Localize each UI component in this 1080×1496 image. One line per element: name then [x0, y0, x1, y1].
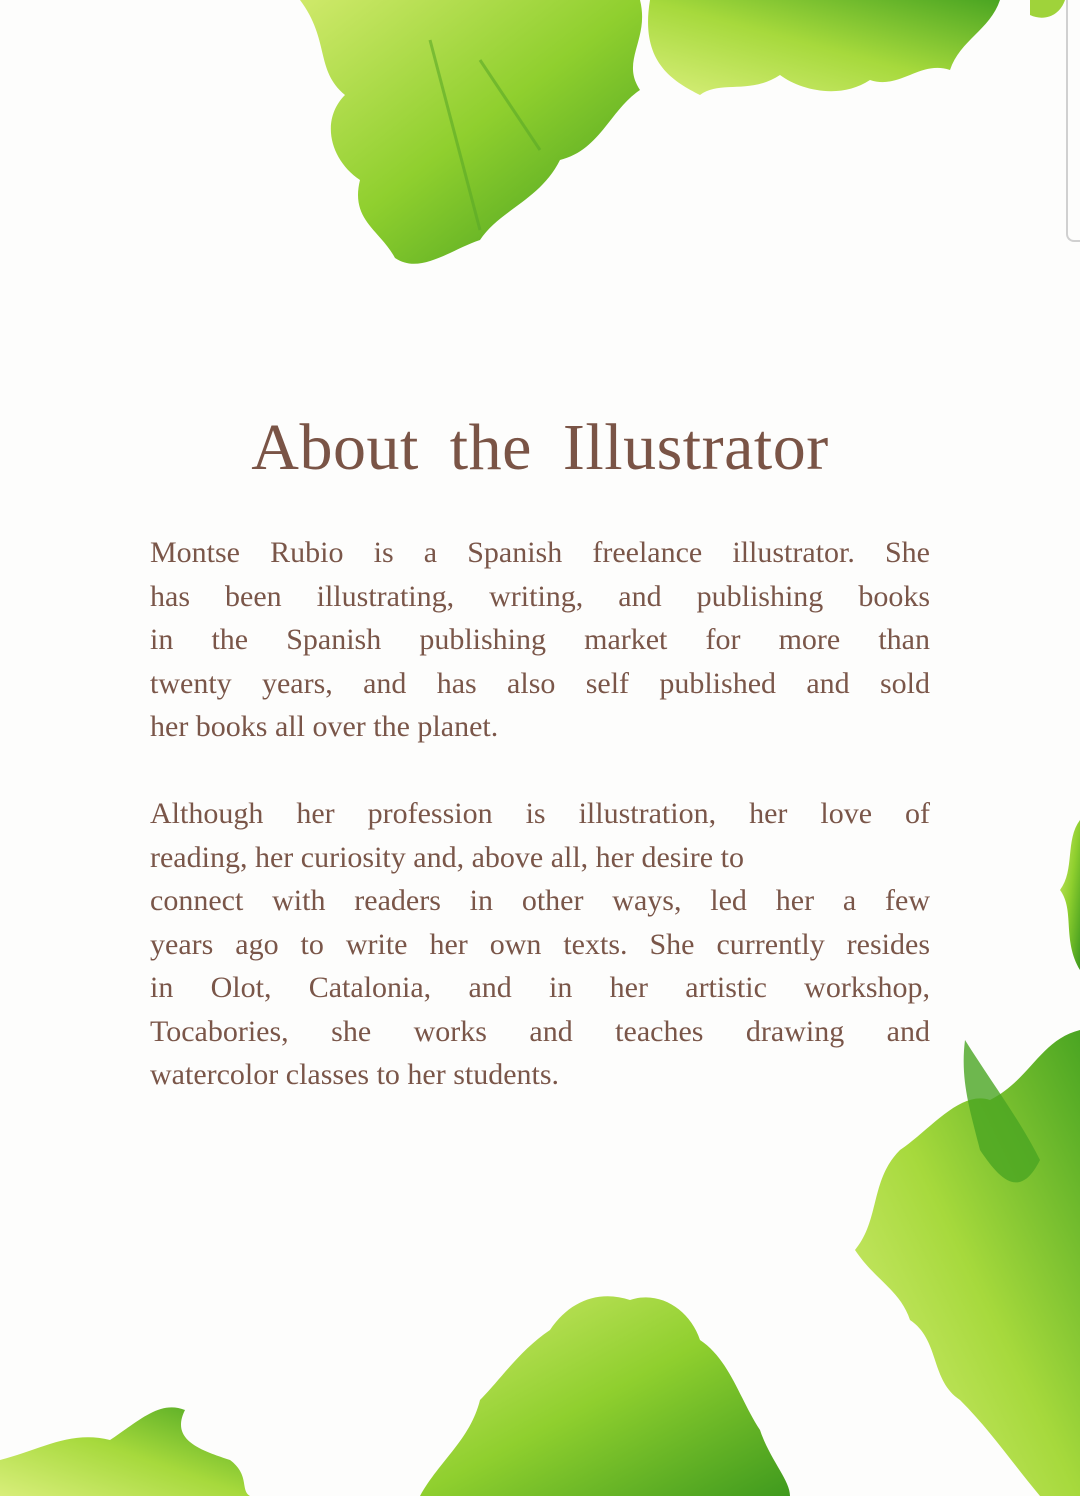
text-line: years ago to write her own texts. She currently resides — [150, 927, 930, 961]
paragraph-2 — [150, 792, 930, 1097]
bottom-leaf-cluster — [0, 1296, 790, 1496]
text-line: watercolor classes to her students. — [150, 1058, 560, 1091]
text-line: has been illustrating, writing, and publishing books — [150, 579, 930, 613]
top-leaf-cluster — [300, 0, 1065, 264]
text-line: in the Spanish publishing market for more than — [150, 623, 930, 656]
text-line: connect with readers in other ways, led her a few — [150, 884, 930, 917]
text-line: twenty years, and has also self published and sold — [150, 666, 930, 700]
text-line: Montse Rubio is a Spanish freelance illustrator. She — [150, 536, 930, 569]
page-title: About the Illustrator — [251, 411, 829, 484]
paragraph-1 — [150, 531, 930, 749]
scrollbar[interactable] — [1066, 0, 1080, 242]
text-line: her books all over the planet. — [150, 710, 499, 743]
text-line: in Olot, Catalonia, and in her artistic workshop, — [150, 971, 930, 1004]
text-line: Tocabories, she works and teaches drawing and — [150, 1014, 930, 1048]
text-line: Although her profession is illustration, her love of — [150, 797, 930, 830]
bio-text — [150, 531, 930, 1097]
text-line: reading, her curiosity and, above all, her desire to — [150, 840, 744, 874]
